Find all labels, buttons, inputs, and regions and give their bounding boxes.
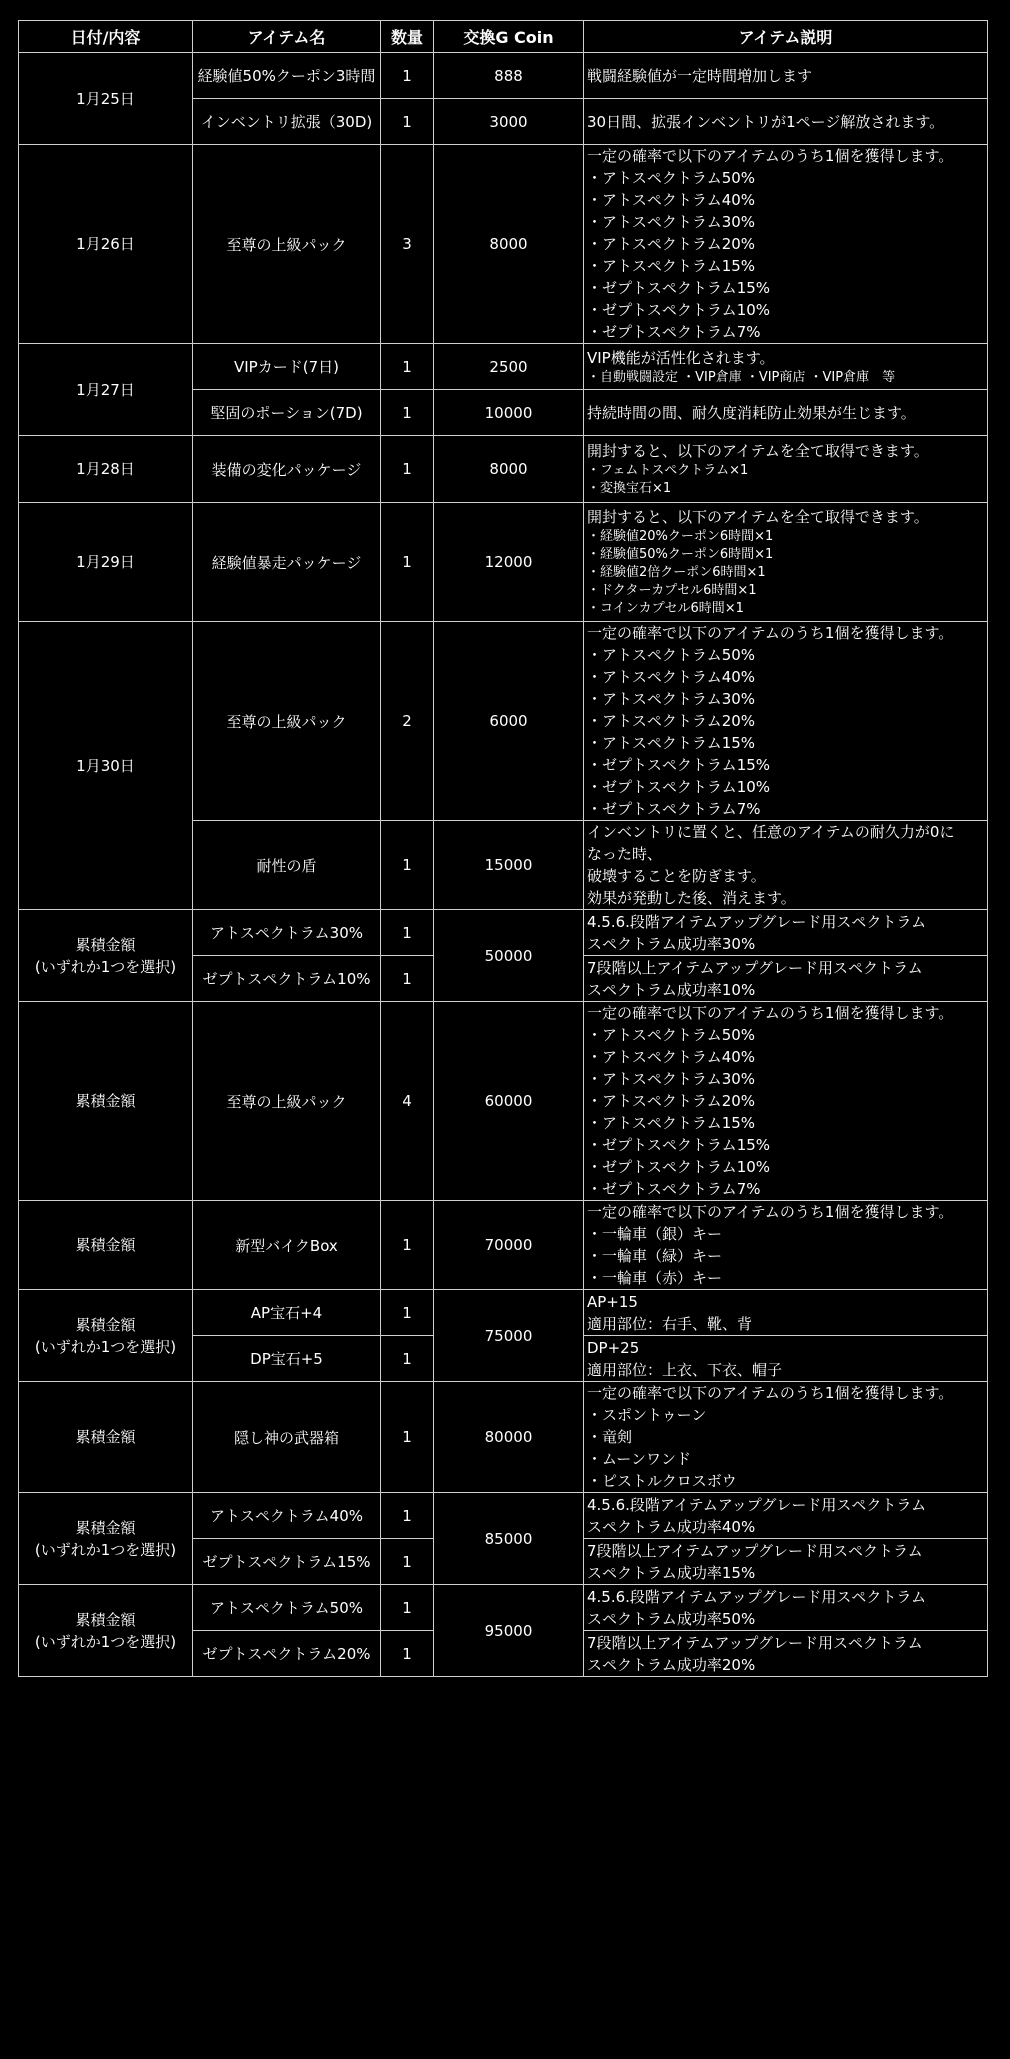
description-line: ・コインカプセル6時間×1 — [587, 601, 744, 616]
table-row — [19, 503, 988, 622]
header-desc: アイテム説明 — [584, 21, 988, 53]
date-text: 1月25日 — [76, 89, 135, 108]
date-text: (いずれか1つを選択) — [34, 1337, 177, 1356]
date-cell — [19, 503, 193, 622]
description-line: DP+25 — [587, 1338, 640, 1357]
header-coin: 交換G Coin — [434, 21, 584, 53]
item-qty: 1 — [381, 1539, 434, 1585]
description-line: 開封すると、以下のアイテムを全て取得できます。 — [587, 508, 929, 526]
item-name: アトスペクトラム30% — [193, 910, 381, 956]
description-line: インベントリに置くと、任意のアイテムの耐久力が0に — [587, 823, 955, 841]
item-coin: 10000 — [434, 390, 584, 436]
description-line: ・ピストルクロスボウ — [587, 1472, 737, 1490]
description-line: ・ゼプトスペクトラム7% — [587, 800, 761, 818]
header-date: 日付/内容 — [19, 21, 193, 53]
item-name: 装備の変化パッケージ — [193, 436, 381, 503]
item-description — [584, 145, 988, 344]
date-cell — [19, 1290, 193, 1382]
date-text: 累積金額 — [75, 1428, 136, 1446]
item-coin: 95000 — [434, 1585, 584, 1677]
item-qty: 3 — [381, 145, 434, 344]
description-line: ・ゼプトスペクトラム10% — [587, 301, 771, 319]
item-description — [584, 956, 988, 1002]
item-name: 経験値暴走パッケージ — [193, 503, 381, 622]
item-description — [584, 1336, 988, 1382]
item-coin: 80000 — [434, 1382, 584, 1493]
item-name: インベントリ拡張（30D) — [193, 99, 381, 145]
date-text: (いずれか1つを選択) — [34, 1632, 177, 1651]
description-line: ・スポントゥーン — [587, 1406, 707, 1424]
date-cell — [19, 1201, 193, 1290]
date-text: 累積金額 — [75, 1236, 136, 1254]
date-cell — [19, 1382, 193, 1493]
date-text: 1月28日 — [76, 460, 135, 478]
description-line: スペクトラム成功率20% — [587, 1655, 756, 1674]
description-line: なった時、 — [587, 845, 663, 863]
item-qty: 4 — [381, 1002, 434, 1201]
item-qty: 1 — [381, 503, 434, 622]
item-description — [584, 53, 988, 99]
description-line: スペクトラム成功率15% — [587, 1563, 756, 1582]
item-qty: 2 — [381, 622, 434, 821]
date-text: 1月30日 — [76, 756, 135, 775]
description-line: ・経験値2倍クーポン6時間×1 — [587, 565, 766, 580]
description-line: ・ムーンワンド — [587, 1450, 691, 1468]
table-row — [19, 1585, 988, 1631]
item-name: DP宝石+5 — [193, 1336, 381, 1382]
item-description — [584, 344, 988, 390]
description-line: ・アトスペクトラム20% — [587, 1092, 756, 1110]
item-qty: 1 — [381, 1493, 434, 1539]
description-line: ・ゼプトスペクトラム7% — [587, 323, 761, 341]
item-coin: 3000 — [434, 99, 584, 145]
header-item-name: アイテム名 — [193, 21, 381, 53]
description-line: 7段階以上アイテムアップグレード用スペクトラム — [587, 1541, 923, 1560]
item-name: 耐性の盾 — [193, 821, 381, 910]
description-line: ・経験値20%クーポン6時間×1 — [587, 529, 774, 544]
exchange-table — [18, 20, 988, 1677]
item-description — [584, 99, 988, 145]
item-description — [584, 390, 988, 436]
item-coin: 12000 — [434, 503, 584, 622]
description-line: 一定の確率で以下のアイテムのうち1個を獲得します。 — [587, 1384, 954, 1402]
description-line: ・アトスペクトラム30% — [587, 213, 756, 231]
date-cell — [19, 436, 193, 503]
item-description — [584, 503, 988, 622]
item-description — [584, 622, 988, 821]
item-name: アトスペクトラム50% — [193, 1585, 381, 1631]
description-line: スペクトラム成功率40% — [587, 1517, 756, 1536]
description-line: 一定の確率で以下のアイテムのうち1個を獲得します。 — [587, 624, 954, 642]
date-cell — [19, 622, 193, 910]
description-line: ・アトスペクトラム50% — [587, 1026, 756, 1044]
description-line: ・アトスペクトラム30% — [587, 1070, 756, 1088]
description-line: ・アトスペクトラム40% — [587, 191, 756, 209]
date-text: 1月26日 — [76, 235, 135, 253]
description-line: ・ゼプトスペクトラム15% — [587, 279, 771, 297]
description-line: ・アトスペクトラム15% — [587, 1114, 756, 1132]
description-line: ・ドクターカプセル6時間×1 — [587, 583, 757, 598]
date-cell — [19, 1002, 193, 1201]
item-coin: 50000 — [434, 910, 584, 1002]
description-line: AP+15 — [587, 1292, 638, 1311]
date-text: 累積金額 — [75, 1610, 136, 1629]
description-line: 破壊することを防ぎます。 — [587, 867, 766, 885]
date-cell — [19, 1585, 193, 1677]
description-line: 一定の確率で以下のアイテムのうち1個を獲得します。 — [587, 1203, 954, 1221]
item-coin: 75000 — [434, 1290, 584, 1382]
date-text: 累積金額 — [75, 935, 136, 954]
date-text: (いずれか1つを選択) — [34, 957, 177, 976]
description-line: ・アトスペクトラム40% — [587, 668, 756, 686]
item-description — [584, 1585, 988, 1631]
description-line: ・アトスペクトラム50% — [587, 169, 756, 187]
item-qty: 1 — [381, 436, 434, 503]
description-line: ・アトスペクトラム30% — [587, 690, 756, 708]
description-line: 7段階以上アイテムアップグレード用スペクトラム — [587, 1633, 923, 1652]
table-row — [19, 1290, 988, 1336]
item-qty: 1 — [381, 1290, 434, 1336]
description-line: 開封すると、以下のアイテムを全て取得できます。 — [587, 442, 929, 460]
description-line: 4.5.6.段階アイテムアップグレード用スペクトラム — [587, 1587, 927, 1606]
table-row — [19, 344, 988, 390]
item-description — [584, 1631, 988, 1677]
item-name: ゼプトスペクトラム15% — [193, 1539, 381, 1585]
table-row — [19, 622, 988, 821]
description-line: スペクトラム成功率10% — [587, 980, 756, 999]
item-coin: 2500 — [434, 344, 584, 390]
description-line: ・変換宝石×1 — [587, 481, 672, 496]
description-line: ・アトスペクトラム40% — [587, 1048, 756, 1066]
date-cell — [19, 910, 193, 1002]
description-line: ・ゼプトスペクトラム7% — [587, 1180, 761, 1198]
item-description — [584, 821, 988, 910]
item-coin: 70000 — [434, 1201, 584, 1290]
item-name: 至尊の上級パック — [193, 622, 381, 821]
item-description — [584, 1002, 988, 1201]
table-row — [19, 145, 988, 344]
date-cell — [19, 145, 193, 344]
description-line: ・自動戦闘設定 ・VIP倉庫 ・VIP商店 ・VIP倉庫 等 — [587, 369, 896, 385]
description-line: ・一輪車（緑）キー — [587, 1247, 723, 1265]
description-line: ・経験値50%クーポン6時間×1 — [587, 547, 774, 562]
description-line: 30日間、拡張インベントリが1ページ解放されます。 — [587, 112, 945, 131]
description-line: ・ゼプトスペクトラム15% — [587, 1136, 771, 1154]
item-name: 経験値50%クーポン3時間 — [193, 53, 381, 99]
description-line: ・ゼプトスペクトラム10% — [587, 1158, 771, 1176]
date-text: 1月29日 — [76, 553, 135, 571]
description-line: ・ゼプトスペクトラム15% — [587, 756, 771, 774]
table-row — [19, 1493, 988, 1539]
description-line: ・一輪車（赤）キー — [587, 1269, 723, 1287]
item-qty: 1 — [381, 344, 434, 390]
item-description — [584, 1493, 988, 1539]
description-line: ・アトスペクトラム20% — [587, 712, 756, 730]
date-text: 累積金額 — [75, 1518, 136, 1537]
item-name: アトスペクトラム40% — [193, 1493, 381, 1539]
table-row — [19, 1382, 988, 1493]
date-text: 累積金額 — [75, 1092, 136, 1110]
item-name: 至尊の上級パック — [193, 1002, 381, 1201]
table-body — [19, 53, 988, 1677]
item-coin: 888 — [434, 53, 584, 99]
item-qty: 1 — [381, 53, 434, 99]
item-description — [584, 1382, 988, 1493]
description-line: ・アトスペクトラム15% — [587, 257, 756, 275]
item-description — [584, 1290, 988, 1336]
table-row — [19, 1201, 988, 1290]
item-qty: 1 — [381, 1336, 434, 1382]
description-line: 適用部位：上衣、下衣、帽子 — [587, 1360, 783, 1379]
item-description — [584, 436, 988, 503]
description-line: 4.5.6.段階アイテムアップグレード用スペクトラム — [587, 912, 927, 931]
item-name: ゼプトスペクトラム20% — [193, 1631, 381, 1677]
description-line: 効果が発動した後、消えます。 — [587, 889, 796, 907]
item-qty: 1 — [381, 1585, 434, 1631]
item-name: 新型バイクBox — [193, 1201, 381, 1290]
description-line: 4.5.6.段階アイテムアップグレード用スペクトラム — [587, 1495, 927, 1514]
item-qty: 1 — [381, 99, 434, 145]
item-name: 至尊の上級パック — [193, 145, 381, 344]
description-line: 一定の確率で以下のアイテムのうち1個を獲得します。 — [587, 147, 954, 165]
description-line: 戦闘経験値が一定時間増加します — [587, 66, 813, 85]
table-row — [19, 436, 988, 503]
item-name: 堅固のポーション(7D) — [193, 390, 381, 436]
table-row — [19, 53, 988, 99]
item-qty: 1 — [381, 1631, 434, 1677]
date-cell — [19, 1493, 193, 1585]
description-line: ・アトスペクトラム15% — [587, 734, 756, 752]
item-name: 隠し神の武器箱 — [193, 1382, 381, 1493]
description-line: VIP機能が活性化されます。 — [587, 348, 775, 367]
item-qty: 1 — [381, 910, 434, 956]
description-line: スペクトラム成功率50% — [587, 1609, 756, 1628]
item-qty: 1 — [381, 1382, 434, 1493]
description-line: ・一輪車（銀）キー — [587, 1225, 723, 1243]
item-name: ゼプトスペクトラム10% — [193, 956, 381, 1002]
description-line: 一定の確率で以下のアイテムのうち1個を獲得します。 — [587, 1004, 954, 1022]
date-text: 累積金額 — [75, 1315, 136, 1334]
item-coin: 6000 — [434, 622, 584, 821]
item-coin: 8000 — [434, 145, 584, 344]
description-line: スペクトラム成功率30% — [587, 934, 756, 953]
date-text: (いずれか1つを選択) — [34, 1540, 177, 1559]
item-name: VIPカード(7日) — [193, 344, 381, 390]
header-qty: 数量 — [381, 21, 434, 53]
date-cell — [19, 53, 193, 145]
description-line: ・フェムトスペクトラム×1 — [587, 463, 749, 478]
item-qty: 1 — [381, 1201, 434, 1290]
header-row — [19, 21, 988, 53]
item-coin: 8000 — [434, 436, 584, 503]
date-cell — [19, 344, 193, 436]
description-line: 7段階以上アイテムアップグレード用スペクトラム — [587, 958, 923, 977]
item-name: AP宝石+4 — [193, 1290, 381, 1336]
table-row — [19, 1002, 988, 1201]
item-qty: 1 — [381, 390, 434, 436]
item-coin: 15000 — [434, 821, 584, 910]
item-qty: 1 — [381, 821, 434, 910]
description-line: ・アトスペクトラム50% — [587, 646, 756, 664]
description-line: 適用部位：右手、靴、背 — [587, 1314, 753, 1333]
item-coin: 60000 — [434, 1002, 584, 1201]
item-description — [584, 1201, 988, 1290]
date-text: 1月27日 — [76, 380, 135, 399]
description-line: ・竜剣 — [587, 1428, 633, 1446]
description-line: ・アトスペクトラム20% — [587, 235, 756, 253]
description-line: ・ゼプトスペクトラム10% — [587, 778, 771, 796]
item-description — [584, 1539, 988, 1585]
table-row — [19, 910, 988, 956]
item-qty: 1 — [381, 956, 434, 1002]
item-description — [584, 910, 988, 956]
description-line: 持続時間の間、耐久度消耗防止効果が生じます。 — [587, 403, 916, 422]
item-coin: 85000 — [434, 1493, 584, 1585]
